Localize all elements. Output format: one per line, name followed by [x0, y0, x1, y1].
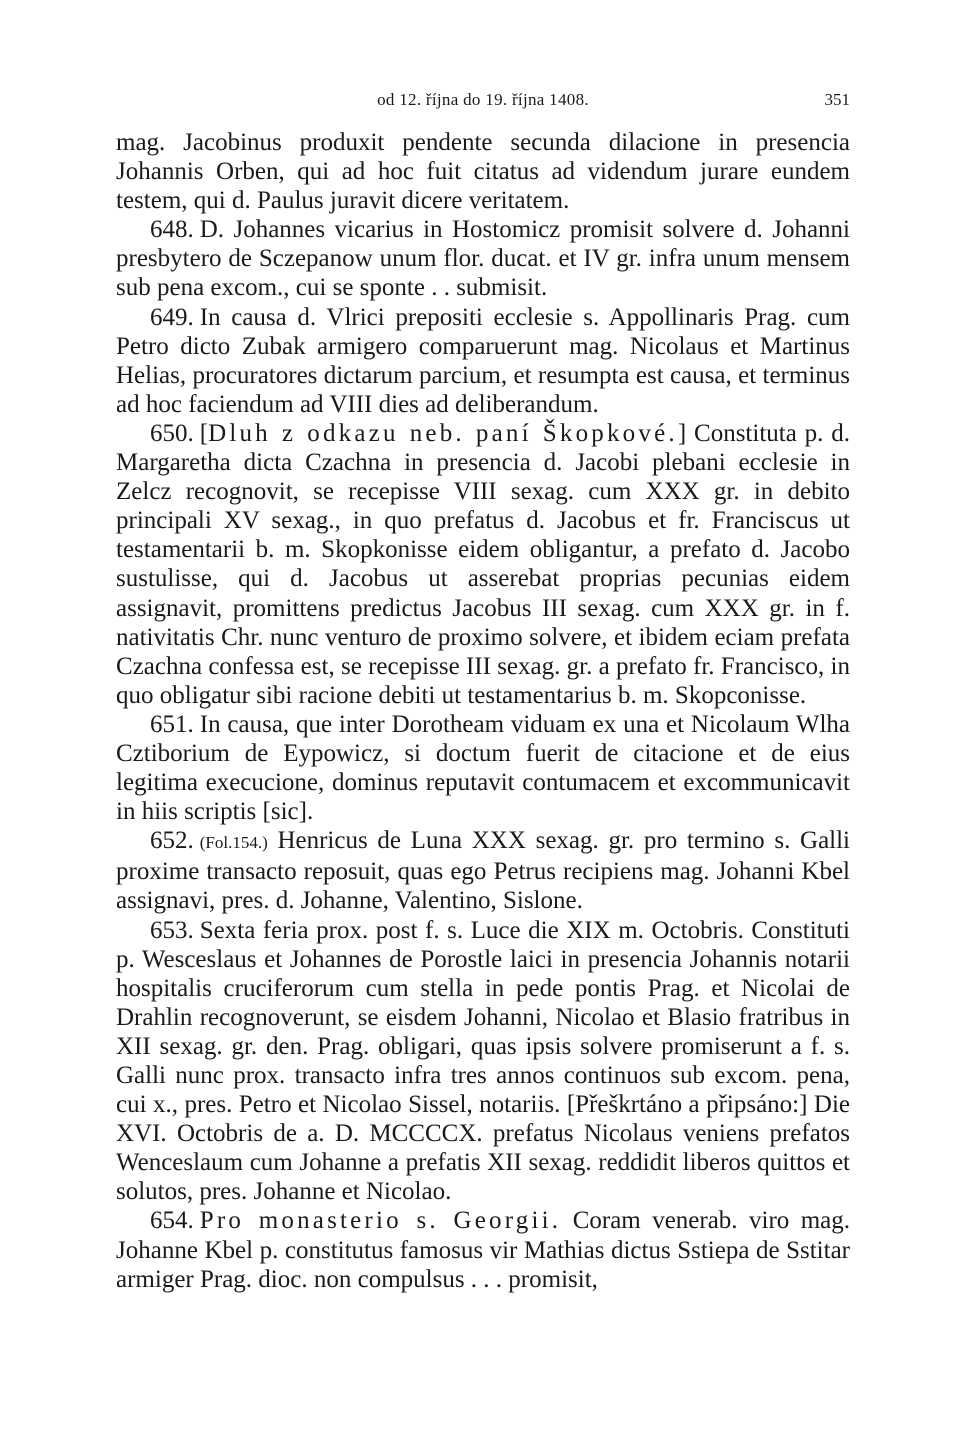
- entry-650: [116, 419, 850, 710]
- entry-number: 653.: [150, 916, 194, 944]
- paragraph-text: Sexta feria prox. post f. s. Luce die XIX m. Octobris. Constituti p. Wesceslaus et Johannes de Porostle laici in presencia Johannis notarii hospitalis cruciferorum cum stella in pede pontis Prag. et Nicolai de Drahlin recognoverunt, se eisdem Johanni, Nicolao et Blasio fratribus in XII sexag. gr. den. Prag. obligari, quas ipsis solvere promiserunt a f. s. Galli nunc prox. transacto infra tres annos continuos sub excom. pena, cui x., pres. Petro et Nicolao Sissel, notariis. [Přeškrtáno a připsáno:] Die XVI. Octobris de a. D. MCCCCX. prefatus Nicolaus veniens prefatos Wenceslaum cum Johanne a prefatis XII sexag. reddidit liberos quittos et solutos, pres. Johanne et Nicolao.: [116, 916, 850, 1206]
- entry-number: 652.: [150, 827, 194, 855]
- paragraph-text: Constituta p. d. Margaretha dicta Czachna in presencia d. Jacobi plebani ecclesie in Zelcz recognovit, se recepisse VIII sexag. cum XXX gr. in debito principali XV sexag., in quo prefatus d. Jacobus et fr. Franciscus ut testamentarii b. m. Skopkonisse eidem obligantur, a prefato d. Jacobo sustulisse, qui d. Jacobus ut asserebat proprias pecunias eidem assignavit, promittens predictus Jacobus III sexag. cum XXX gr. in f. nativitatis Chr. nunc venturo de proximo solvere, et ibidem eciam prefata Czachna confessa est, se recepisse III sexag. gr. a prefato fr. Francisco, in quo obligatur sibi racione debiti ut testamentarius b. m. Skopconisse.: [116, 419, 851, 709]
- entry-number: 648.: [150, 216, 194, 244]
- editorial-bracket-close: ]: [677, 419, 687, 447]
- entry-number: 649.: [150, 303, 194, 331]
- entry-652: [116, 826, 850, 915]
- entry-heading: Pro monasterio s. Georgii.: [199, 1207, 562, 1235]
- entry-648: [116, 215, 850, 302]
- paragraph-continuation: [116, 128, 850, 215]
- paragraph-text: Henricus de Luna XXX sexag. gr. pro termino s. Galli proxime transacto reposuit, quas ego Petrus recipiens mag. Johanni Kbel assignavi, pres. d. Johanne, Valentino, Sislone.: [116, 827, 851, 915]
- editorial-bracket-open: [: [199, 419, 209, 447]
- folio-reference: (Fol.154.): [199, 833, 268, 853]
- paragraph-text: In causa, que inter Dorotheam viduam ex una et Nicolaum Wlha Cztiborium de Eypowicz, si doctum fuerit de citacione et de eius legitima execucione, dominus reputavit contumacem et excommunicavit in hiis scriptis [sic].: [116, 710, 850, 826]
- running-header: [116, 84, 850, 114]
- entry-number: 654.: [150, 1207, 194, 1235]
- paragraph-text: In causa d. Vlrici prepositi ecclesie s. Appollinaris Prag. cum Petro dicto Zubak armigero comparuerunt mag. Nicolaus et Martinus Helias, procuratores dictarum parcium, et resumpta est causa, et terminus ad hoc faciendum ad VIII dies ad deliberandum.: [116, 303, 850, 418]
- entry-653: [116, 916, 850, 1207]
- paragraph-text: mag. Jacobinus produxit pendente secunda dilacione in presencia Johannis Orben, qui ad hoc fuit citatus ad videndum jurare eundem testem, qui d. Paulus juravit dicere veritatem.: [116, 129, 850, 215]
- editorial-heading: Dluh z odkazu neb. paní Škopkové.: [208, 419, 678, 447]
- page-number: 351: [824, 90, 850, 109]
- body-text: [116, 128, 850, 1294]
- entry-649: [116, 303, 850, 419]
- entry-651: [116, 710, 850, 826]
- entry-number: 651.: [150, 710, 194, 738]
- paragraph-text: Coram venerab. viro mag. Johanne Kbel p. constitutus famosus vir Mathias dictus Sstiepa de Sstitar armiger Prag. dioc. non compulsus . . . promisit,: [116, 1207, 851, 1293]
- running-title: od 12. října do 19. října 1408.: [377, 90, 589, 109]
- book-page: [116, 84, 850, 1294]
- paragraph-text: D. Johannes vicarius in Hostomicz promisit solvere d. Johanni presbytero de Sczepanow unum flor. ducat. et IV gr. infra unum mensem sub pena excom., cui se sponte . . submisit.: [116, 216, 850, 302]
- entry-number: 650.: [150, 419, 194, 447]
- entry-654: [116, 1206, 850, 1293]
